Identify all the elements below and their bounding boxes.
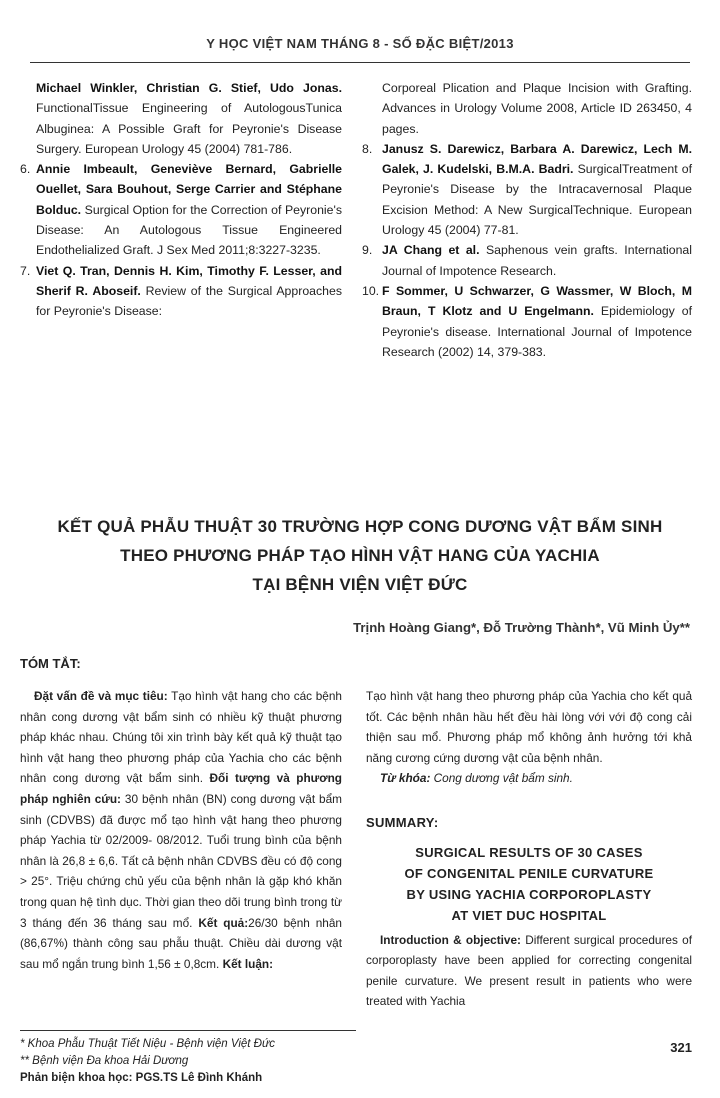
- footnote-affiliation-1: * Khoa Phẫu Thuật Tiết Niệu - Bệnh viện Việt Đức: [20, 1038, 276, 1050]
- keywords-label: Từ khóa:: [380, 771, 431, 786]
- intro-text: Tạo hình vật hang cho các bệnh nhân cong dương vật bẩm sinh có nhiều kỹ thuật phương pháp khác nhau. Chúng tôi xin trình bày kết quả kỹ thuật tạo hình vật hang theo phương pháp của Yachia cho các bệnh nhân cong dương vật bẩm sinh.: [20, 689, 342, 786]
- results-label: Kết quả:: [198, 915, 249, 930]
- conclusion-label: Kết luận:: [222, 956, 274, 971]
- reference-authors: F Sommer, U Schwarzer, G Wassmer, W Bloch, M Braun, T Klotz and U Engelmann.: [382, 283, 692, 319]
- abstract-heading: TÓM TẮT:: [20, 656, 81, 671]
- reference-text: Saphenous vein grafts. International Journal of Impotence Research.: [382, 243, 692, 278]
- summary-heading: SUMMARY:: [366, 814, 439, 830]
- summary-title-line: OF CONGENITAL PENILE CURVATURE: [404, 865, 654, 881]
- summary-intro-label: Introduction & objective:: [380, 932, 521, 947]
- abstract-paragraph: [20, 686, 342, 974]
- running-header: Y HỌC VIỆT NAM THÁNG 8 - SỐ ĐẶC BIỆT/2013: [206, 36, 514, 51]
- footnotes: [20, 1036, 275, 1087]
- summary-title: [366, 842, 692, 926]
- abstract-vi-left: [20, 686, 342, 974]
- summary-title-line: AT VIET DUC HOSPITAL: [451, 907, 607, 923]
- reference-authors: Michael Winkler, Christian G. Stief, Udo Jonas.: [36, 81, 342, 95]
- references-right-column: [362, 78, 692, 362]
- keywords: [366, 768, 692, 789]
- reference-authors: JA Chang et al.: [382, 243, 480, 258]
- summary-paragraph: [366, 930, 692, 1012]
- summary-title-line: SURGICAL RESULTS OF 30 CASES: [415, 844, 643, 860]
- reference-number: 7.: [20, 263, 31, 278]
- reference-number: 6.: [20, 162, 31, 177]
- reference-item: [362, 281, 692, 362]
- reference-item: [362, 240, 692, 281]
- reference-text: FunctionalTissue Engineering of AutologousTunica Albuginea: A Possible Graft for Peyronie's Disease Surgery. European Urology 45 (2004) 781-786.: [36, 101, 342, 156]
- article-authors: Trịnh Hoàng Giang*, Đỗ Trường Thành*, Vũ Minh Ủy**: [353, 620, 690, 635]
- results-text: 26/30 bệnh nhân (86,67%) thành công sau phẫu thuật. Chiều dài dương vật sau mổ ngắn trung bình 1,56 ± 0,8cm.: [20, 915, 342, 971]
- reference-number: 8.: [362, 141, 373, 156]
- title-line: KẾT QUẢ PHẪU THUẬT 30 TRƯỜNG HỢP CONG DƯƠNG VẬT BẨM SINH: [57, 517, 663, 536]
- reference-text: SurgicalTreatment of Peyronie's Disease by the Intracavernosal Plaque Excision Method: A New SurgicalTechnique. European Urology 45 (2004) 77-81.: [382, 162, 692, 238]
- reference-item: [362, 139, 692, 240]
- abstract-right-column: [366, 686, 692, 1012]
- reference-item: [20, 159, 342, 260]
- reference-text: Review of the Surgical Approaches for Peyronie's Disease:: [36, 283, 342, 319]
- article-title: [40, 512, 680, 599]
- reference-authors: Janusz S. Darewicz, Barbara A. Darewicz, Lech M. Galek, J. Kudelski, B.M.A. Badri.: [382, 141, 692, 177]
- reference-item: [20, 261, 342, 322]
- summary-intro-text: Different surgical procedures of corporoplasty have been applied for correcting congenital penile curvature. We present result in patients who were treated with Yachia: [366, 932, 692, 1009]
- footnote-divider: [20, 1030, 356, 1031]
- title-line: TẠI BỆNH VIỆN VIỆT ĐỨC: [252, 575, 468, 594]
- reference-number: 10.: [362, 283, 380, 298]
- reference-text: Epidemiology of Peyronie's disease. International Journal of Impotence Research (2002) 14, 379-383.: [382, 304, 692, 359]
- reference-number: 9.: [362, 243, 373, 258]
- reference-text: Corporeal Plication and Plaque Incision with Grafting. Advances in Urology Volume 2008, Article ID 263450, 4 pages.: [382, 81, 692, 136]
- reference-authors: Viet Q. Tran, Dennis H. Kim, Timothy F. Lesser, and Sherif R. Aboseif.: [36, 263, 342, 298]
- reference-item: [362, 78, 692, 139]
- footnote-reviewer: Phản biện khoa học: PGS.TS Lê Đình Khánh: [20, 1072, 263, 1084]
- methods-text: 30 bệnh nhân (BN) cong dương vật bẩm sinh (CDVBS) đã được mổ tạo hình vật hang theo phương pháp Yachia từ 02/2009- 08/2012. Tuổi trung bình của bệnh nhân là 26,8 ± 6,6. Tất cả bệnh nhân CDVBS đều có độ cong > 25°. Triệu chứng chủ yếu của bệnh nhân là gặp khó khăn trong quan hệ tình dục. Thời gian theo dõi trung bình trong từ 3 tháng đến 36 tháng sau mổ.: [20, 791, 343, 930]
- reference-item: [20, 78, 342, 159]
- intro-label: Đặt vấn đề và mục tiêu:: [34, 689, 168, 703]
- header-divider: [30, 62, 690, 63]
- title-line: THEO PHƯƠNG PHÁP TẠO HÌNH VẬT HANG CỦA YACHIA: [120, 546, 600, 565]
- conclusion-text: Tạo hình vật hang theo phương pháp của Yachia cho kết quả tốt. Các bệnh nhân hầu hết đều hài lòng với với độ cong cải thiện sau mổ. Phương pháp mổ không ảnh hưởng tới khả năng cương cứng dương vật của bệnh nhân.: [366, 689, 692, 765]
- footnote-affiliation-2: ** Bệnh viện Đa khoa Hải Dương: [20, 1055, 189, 1067]
- page-number: 321: [670, 1040, 692, 1055]
- keywords-text: Cong dương vật bẩm sinh.: [430, 771, 573, 786]
- reference-authors: Annie Imbeault, Geneviève Bernard, Gabrielle Ouellet, Sara Bouhout, Serge Carrier and Stéphane Bolduc.: [36, 162, 342, 217]
- references-left-column: [20, 78, 342, 322]
- summary-title-line: BY USING YACHIA CORPOROPLASTY: [406, 886, 652, 902]
- methods-label: Đối tượng và phương pháp nghiên cứu:: [20, 771, 342, 806]
- reference-text: Surgical Option for the Correction of Peyronie's Disease: An Autologous Tissue Engineered Endothelialized Graft. J Sex Med 2011;8:3227-3235.: [36, 202, 342, 258]
